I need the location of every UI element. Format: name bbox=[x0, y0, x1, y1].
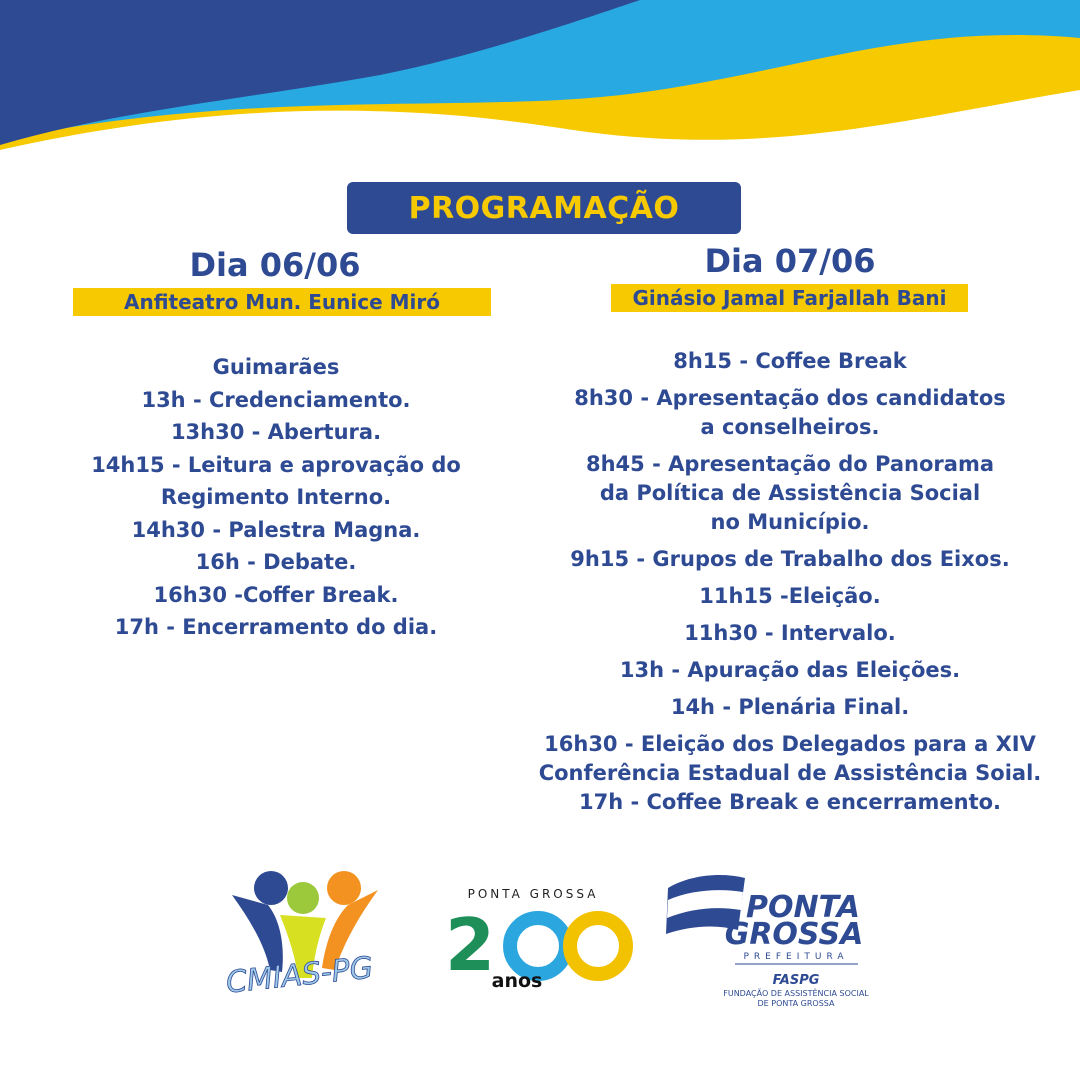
day2-item bbox=[530, 730, 1050, 817]
day2-item-line: 9h15 - Grupos de Trabalho dos Eixos. bbox=[570, 547, 1010, 571]
day2-item-line: Conferência Estadual de Assistência Soial. bbox=[538, 761, 1042, 785]
day1-schedule bbox=[76, 351, 476, 644]
day1-item: 16h - Debate. bbox=[195, 550, 357, 574]
day1-item: 13h - Credenciamento. bbox=[141, 387, 411, 412]
day2-item-line: 8h45 - Apresentação do Panorama bbox=[586, 452, 994, 476]
day1-item: 16h30 -Coffer Break. bbox=[153, 582, 399, 607]
prefeitura-logo bbox=[666, 875, 869, 1008]
footer-logos bbox=[0, 860, 1080, 1060]
day2-item-line: da Política de Assistência Social bbox=[599, 481, 981, 505]
day1-label: Dia 06/06 bbox=[189, 246, 361, 284]
pg200-top: PONTA GROSSA bbox=[467, 887, 599, 901]
day1-item: 14h30 - Palestra Magna. bbox=[131, 517, 421, 542]
day2-schedule bbox=[530, 347, 1050, 825]
day1-item: 13h30 - Abertura. bbox=[170, 420, 382, 444]
day2-item-line: 17h - Coffee Break e encerramento. bbox=[578, 790, 1002, 814]
program-title: PROGRAMAÇÃO bbox=[408, 190, 680, 226]
cmias-text: CMIAS-PG bbox=[224, 950, 375, 1001]
faspg-title: FASPG bbox=[772, 973, 820, 988]
day1-item: 14h15 - Leitura e aprovação do bbox=[91, 452, 461, 477]
day2-item bbox=[530, 656, 1050, 685]
day2-item-line: 14h - Plenária Final. bbox=[670, 695, 910, 719]
day2-item bbox=[530, 582, 1050, 611]
day1-venue: Anfiteatro Mun. Eunice Miró bbox=[73, 288, 491, 316]
day2-venue: Ginásio Jamal Farjallah Bani bbox=[611, 284, 968, 312]
day2-item bbox=[530, 693, 1050, 722]
day2-item bbox=[530, 545, 1050, 574]
pg200-bottom: anos bbox=[491, 970, 543, 992]
prefeitura-line1: PONTA bbox=[746, 890, 860, 925]
day2-item-line: 8h30 - Apresentação dos candidatos bbox=[574, 386, 1006, 410]
program-title-box bbox=[347, 182, 741, 234]
faspg-line2: DE PONTA GROSSA bbox=[757, 999, 835, 1008]
pg200-two: 2 bbox=[444, 903, 496, 987]
faspg-line1: FUNDAÇÃO DE ASSISTÊNCIA SOCIAL bbox=[723, 989, 869, 998]
cmias-head-orange bbox=[327, 871, 361, 905]
cmias-logo bbox=[224, 871, 378, 1001]
pg200-logo bbox=[445, 887, 626, 992]
day2-item-line: 11h15 -Eleição. bbox=[699, 584, 881, 608]
day1-item: Regimento Interno. bbox=[160, 485, 392, 509]
pg200-zero2 bbox=[570, 918, 626, 974]
pg200-zero1 bbox=[510, 918, 566, 974]
day2-item bbox=[530, 450, 1050, 537]
day2-item-line: 13h - Apuração das Eleições. bbox=[619, 658, 961, 682]
day2-item bbox=[530, 619, 1050, 648]
cmias-head-lime bbox=[287, 882, 319, 914]
prefeitura-line3: PREFEITURA bbox=[743, 952, 849, 962]
day2-item-line: 16h30 - Eleição dos Delegados para a XIV bbox=[544, 732, 1036, 756]
header-waves bbox=[0, 0, 1080, 170]
day1-item: 17h - Encerramento do dia. bbox=[114, 615, 438, 639]
day2-item-line: no Município. bbox=[710, 510, 870, 534]
prefeitura-line2: GROSSA bbox=[724, 917, 864, 952]
day2-item-line: 11h30 - Intervalo. bbox=[684, 621, 896, 645]
day2-label: Dia 07/06 bbox=[704, 242, 876, 280]
day1-item: Guimarães bbox=[212, 355, 340, 379]
day2-item bbox=[530, 347, 1050, 376]
day2-item-line: 8h15 - Coffee Break bbox=[673, 349, 907, 373]
day2-item-line: a conselheiros. bbox=[700, 415, 880, 439]
cmias-head-blue bbox=[254, 871, 288, 905]
day2-item bbox=[530, 384, 1050, 442]
